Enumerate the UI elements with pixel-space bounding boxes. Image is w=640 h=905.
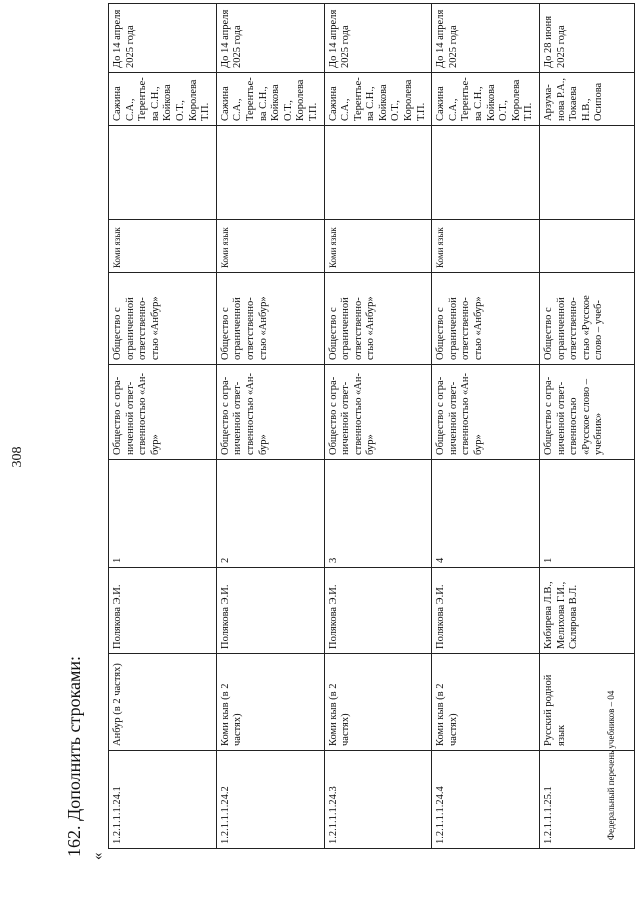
cell-code: 1.2.1.1.1.24.1	[109, 751, 217, 849]
cell-title: Анбур (в 2 частях)	[109, 654, 217, 751]
section-heading: 162. Дополнить строками:	[64, 655, 84, 857]
table-row	[324, 4, 432, 849]
table-row	[540, 4, 635, 849]
cell-experts: Сажина С.А., Терентье-ва С.Н., Койкова О.Т., Королева Т.П.	[324, 73, 432, 126]
cell-rights-holder: Общество с ограниченной ответственно-стью «Анбур»	[109, 273, 217, 365]
cell-code: 1.2.1.1.1.24.3	[324, 751, 432, 849]
cell-grade: 1	[540, 460, 635, 568]
cell-code: 1.2.1.1.1.25.1	[540, 751, 635, 849]
cell-deadline: До 14 апреля 2025 года	[109, 4, 217, 73]
cell-authors: Полякова Э.И.	[324, 568, 432, 654]
cell-language: Коми язык	[432, 220, 540, 273]
opening-quote: «	[90, 852, 106, 860]
table-row	[432, 4, 540, 849]
cell-language	[540, 220, 635, 273]
cell-empty	[324, 126, 432, 220]
cell-rights-holder: Общество с ограниченной ответственно-стью «Анбур»	[324, 273, 432, 365]
cell-experts: Сажина С.А., Терентье-ва С.Н., Койкова О.Т., Королева Т.П.	[216, 73, 324, 126]
cell-code: 1.2.1.1.1.24.4	[432, 751, 540, 849]
cell-experts: Сажина С.А., Терентье-ва С.Н., Койкова О.Т., Королева Т.П.	[109, 73, 217, 126]
cell-language: Коми язык	[324, 220, 432, 273]
cell-title: Коми кыв (в 2 частях)	[432, 654, 540, 751]
cell-authors: Полякова Э.И.	[432, 568, 540, 654]
cell-rights-holder: Общество с ограниченной ответственно-стью «Русское слово – учеб-	[540, 273, 635, 365]
cell-publisher: Общество с огра-ниченной ответ-ственностью «Ан-бур»	[432, 365, 540, 460]
cell-empty	[216, 126, 324, 220]
cell-publisher: Общество с огра-ниченной ответ-ственностью «Русское слово – учебник»	[540, 365, 635, 460]
cell-title: Коми кыв (в 2 частях)	[216, 654, 324, 751]
cell-grade: 1	[109, 460, 217, 568]
cell-authors: Полякова Э.И.	[109, 568, 217, 654]
cell-empty	[432, 126, 540, 220]
textbook-table	[108, 3, 635, 849]
cell-language: Коми язык	[216, 220, 324, 273]
page-number: 308	[10, 446, 25, 468]
cell-experts: Арзума-нова Р.А., Токаева Н.В., Осипова	[540, 73, 635, 126]
cell-publisher: Общество с огра-ниченной ответ-ственностью «Ан-бур»	[216, 365, 324, 460]
cell-empty	[540, 126, 635, 220]
cell-title: Русский родной язык	[540, 654, 635, 751]
table-row	[109, 4, 217, 849]
cell-rights-holder: Общество с ограниченной ответственно-стью «Анбур»	[432, 273, 540, 365]
cell-deadline: До 14 апреля 2025 года	[324, 4, 432, 73]
cell-grade: 2	[216, 460, 324, 568]
cell-grade: 4	[432, 460, 540, 568]
cell-publisher: Общество с огра-ниченной ответ-ственностью «Ан-бур»	[324, 365, 432, 460]
table-row	[216, 4, 324, 849]
cell-language: Коми язык	[109, 220, 217, 273]
cell-grade: 3	[324, 460, 432, 568]
cell-deadline: До 14 апреля 2025 года	[216, 4, 324, 73]
cell-deadline: До 28 июня 2025 года	[540, 4, 635, 73]
cell-title: Коми кыв (в 2 частях)	[324, 654, 432, 751]
cell-rights-holder: Общество с ограниченной ответственно-стью «Анбур»	[216, 273, 324, 365]
cell-code: 1.2.1.1.1.24.2	[216, 751, 324, 849]
cell-experts: Сажина С.А., Терентье-ва С.Н., Койкова О.Т., Королева Т.П.	[432, 73, 540, 126]
cell-publisher: Общество с огра-ниченной ответ-ственностью «Ан-бур»	[109, 365, 217, 460]
footer-text: Федеральный перечень учебников – 04	[606, 690, 616, 840]
cell-authors: Кибирева Л.В., Мелихова Г.И., Склярова В.Л.	[540, 568, 635, 654]
cell-deadline: До 14 апреля 2025 года	[432, 4, 540, 73]
cell-empty	[109, 126, 217, 220]
cell-authors: Полякова Э.И.	[216, 568, 324, 654]
